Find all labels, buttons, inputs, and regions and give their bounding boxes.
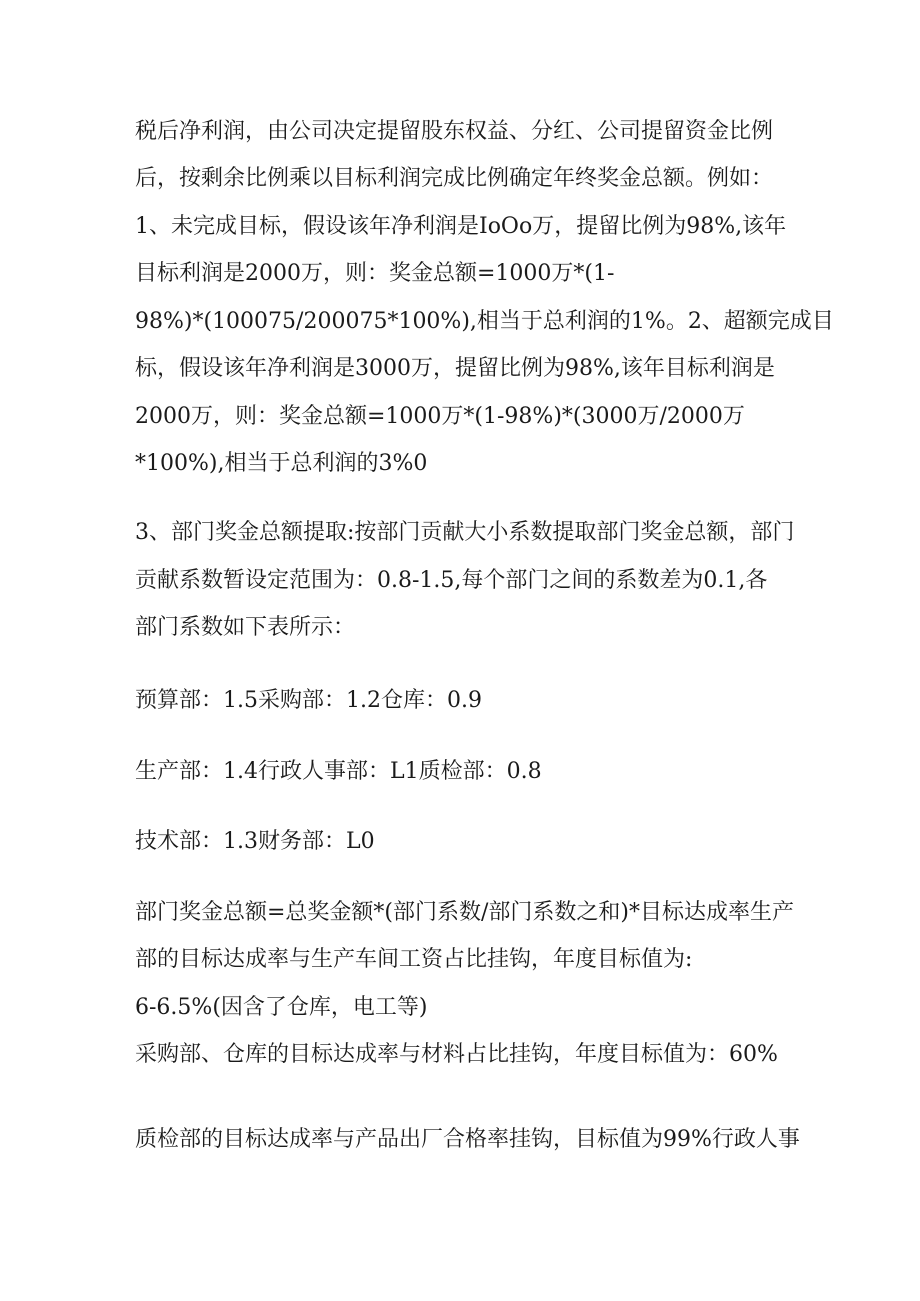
paragraph-line: 采购部、仓库的目标达成率与材料占比挂钩，年度目标值为：60% [135, 1042, 778, 1067]
paragraph-line: 预算部：1.5采购部：1.2仓库：0.9 [135, 688, 482, 713]
paragraph-line: 部的目标达成率与生产车间工资占比挂钩，年度目标值为: [135, 947, 693, 972]
paragraph-line: 6-6.5%(因含了仓库，电工等) [135, 995, 428, 1020]
paragraph-line: 税后净利润，由公司决定提留股东权益、分红、公司提留资金比例 [135, 119, 774, 144]
paragraph-line: 1、未完成目标，假设该年净利润是IoOo万，提留比例为98%,该年 [135, 214, 787, 239]
paragraph-line: 后，按剩余比例乘以目标利润完成比例确定年终奖金总额。例如： [135, 166, 774, 191]
paragraph-line: 3、部门奖金总额提取:按部门贡献大小系数提取部门奖金总额，部门 [135, 520, 795, 545]
paragraph-line: 技术部：1.3财务部：L0 [135, 829, 375, 854]
paragraph-line: 标，假设该年净利润是3000万，提留比例为98%,该年目标利润是 [135, 356, 775, 381]
paragraph-line: *100%),相当于总利润的3%0 [135, 451, 428, 476]
paragraph-line: 2000万，则：奖金总额=1000万*(1-98%)*(3000万/2000万 [135, 404, 745, 429]
paragraph-line: 部门系数如下表所示： [135, 615, 356, 640]
paragraph-line: 贡献系数暂设定范围为：0.8-1.5,每个部门之间的系数差为0.1,各 [135, 568, 768, 593]
paragraph-line: 98%)*(100075/200075*100%),相当于总利润的1%。2、超额完成目 [135, 309, 834, 334]
paragraph-line: 目标利润是2000万，则：奖金总额=1000万*(1- [135, 261, 615, 286]
paragraph-line: 部门奖金总额=总奖金额*(部门系数/部门系数之和)*目标达成率生产 [135, 900, 795, 925]
paragraph-line: 质检部的目标达成率与产品出厂合格率挂钩，目标值为99%行政人事 [135, 1127, 800, 1152]
paragraph-line: 生产部：1.4行政人事部：L1质检部：0.8 [135, 759, 542, 784]
